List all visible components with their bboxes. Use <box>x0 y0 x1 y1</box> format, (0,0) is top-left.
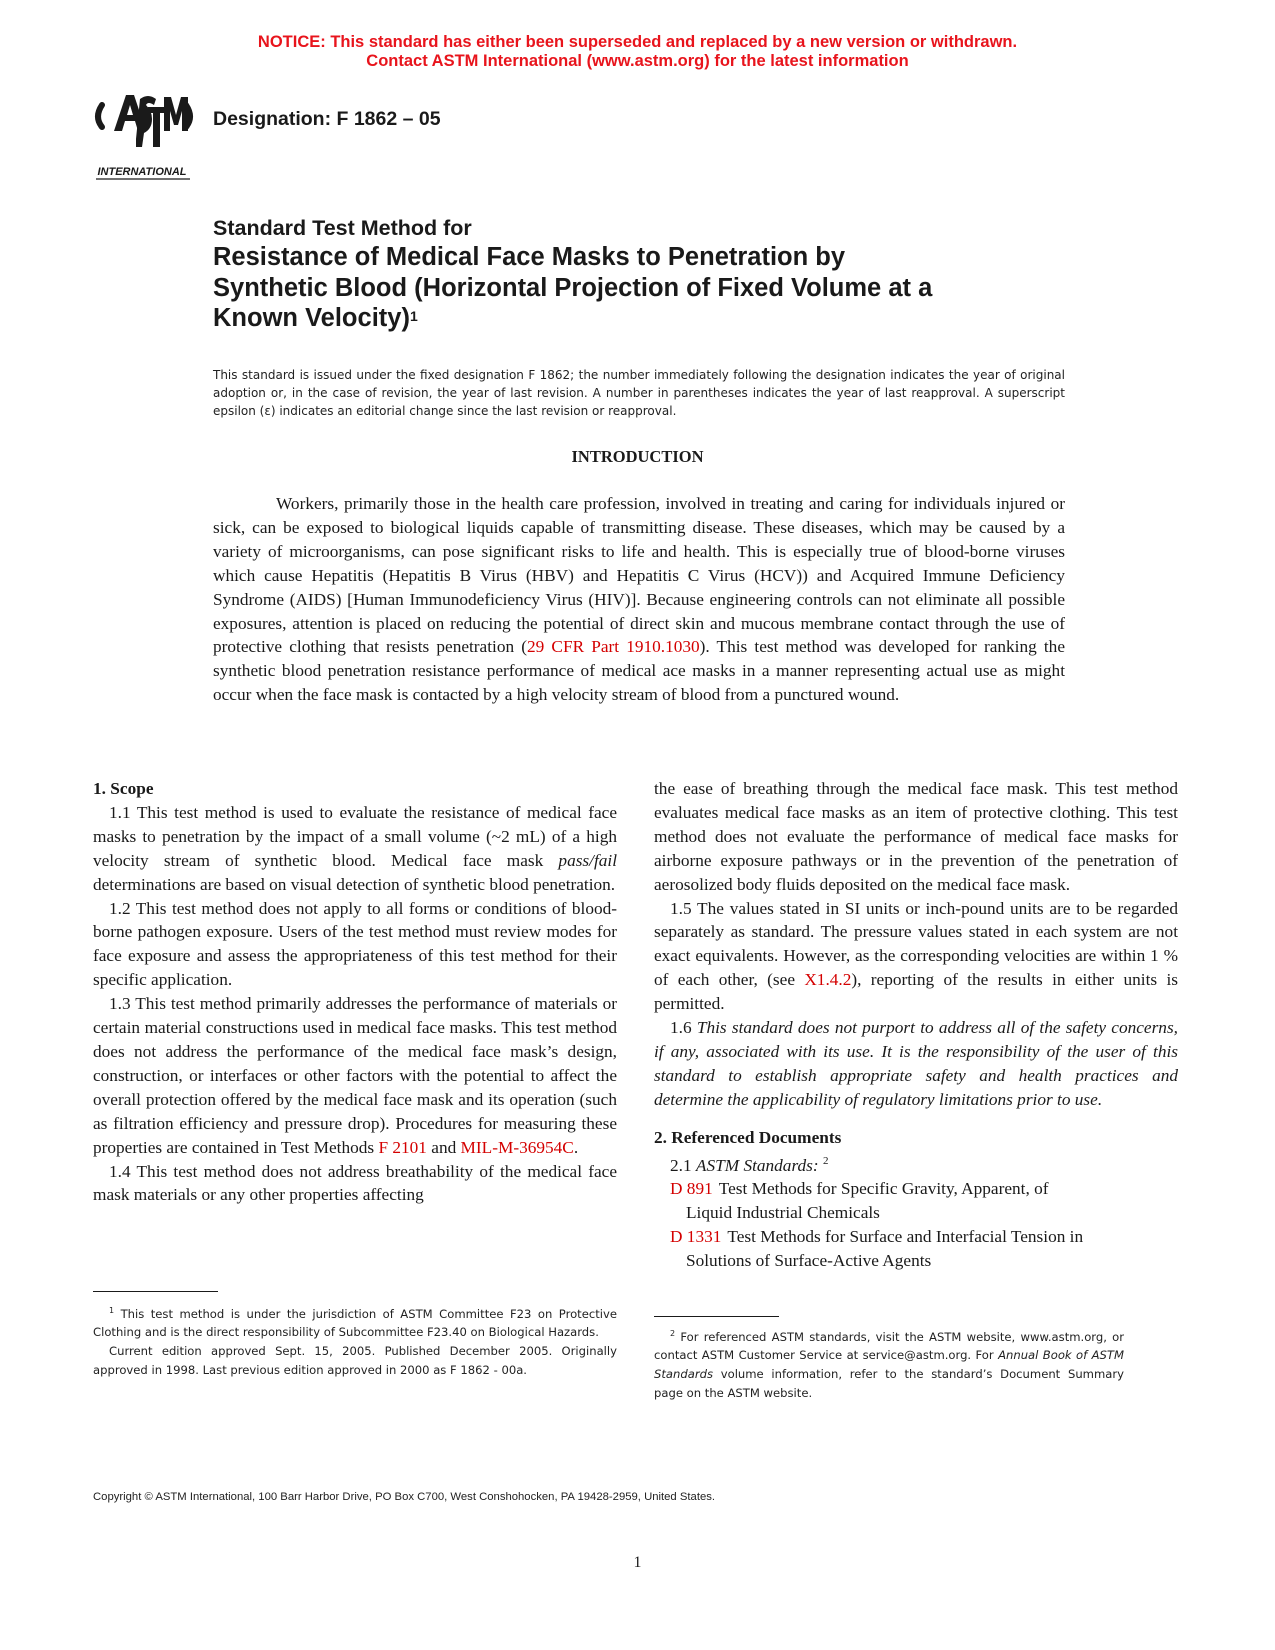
right-column <box>654 777 1178 1273</box>
logo-wordmark: INTERNATIONAL <box>97 166 187 178</box>
document-title <box>213 215 1063 334</box>
section-1-5: 1.5 The values stated in SI units or inch-pound units are to be regarded separately as standard. The pressure values stated in each system are not exact equivalents. However, as the corresponding velocities are within 1 % of each other, (see X1.4.2), reporting of the results in either units is permitted. <box>654 898 1178 1014</box>
f2101-link[interactable]: F 2101 <box>378 1137 427 1157</box>
title-line-3: Synthetic Blood (Horizontal Projection of Fixed Volume at a <box>213 273 933 302</box>
issued-note: This standard is issued under the fixed designation F 1862; the number immediately following the designation indicates the year of original adoption or, in the case of revision, the year of last revision. A number in parentheses indicates the year of last reapproval. A superscript epsilon (ε) indicates an editorial change since the last revision or reapproval. <box>213 368 1065 418</box>
footnote-2: $^2$ For referenced ASTM standards, visit the ASTM website, www.astm.org, or contact ASTM Customer Service at service@astm.org. For Annual Book of ASTM Standards volume information, refer to the standard’s Document Summary page on the ASTM website. <box>654 1329 1125 1400</box>
section-1-3: 1.3 This test method primarily addresses the performance of materials or certain material constructions used in medical face masks. This test method does not address the performance of the medical face mask’s design, construction, or interfaces or other factors with the potential to affect the overall protection offered by the medical face mask and its operation (such as filtration efficiency and pressure drop). Procedures for measuring these properties are contained in Test Methods F 2101 and MIL-M-36954C. <box>93 994 617 1157</box>
astm-logo <box>90 85 200 185</box>
d891-link[interactable]: D 891 <box>670 1179 713 1199</box>
section-2-1: 2.1 ASTM Standards: $^2$ <box>670 1154 829 1175</box>
section-1-6: 1.6 This standard does not purport to address all of the safety concerns, if any, associated with its use. It is the responsibility of the user of this standard to establish appropriate safety and health practices and determine the applicability of regulatory limitations prior to use. <box>654 1018 1178 1109</box>
cfr-link[interactable]: 29 CFR Part 1910.1030 <box>527 637 700 657</box>
copyright: Copyright © ASTM International, 100 Barr Harbor Drive, PO Box C700, West Conshohocken, PA 19428-2959, United States. <box>93 1491 716 1503</box>
notice-line-2: Contact ASTM International (www.astm.org) for the latest information <box>366 52 909 70</box>
footnote-rule-left <box>93 1291 218 1292</box>
notice-line-1: NOTICE: This standard has either been superseded and replaced by a new version or withdrawn. <box>257 33 1018 51</box>
introduction-heading: INTRODUCTION <box>571 447 704 466</box>
designation: Designation: F 1862 – 05 <box>213 108 441 130</box>
section-1-2: 1.2 This test method does not apply to all forms or conditions of blood-borne pathogen exposure. Users of the test method must review modes for face exposure and assess the appropriateness of this test method for their specific application. <box>93 898 617 990</box>
introduction-text: Workers, primarily those in the health care profession, involved in treating and caring for individuals injured or sick, can be exposed to biological liquids capable of transmitting disease. These diseases, which may be caused by a variety of microorganisms, can pose significant risks to life and health. This is especially true of blood-borne viruses which cause Hepatitis (Hepatitis B Virus (HBV) and Hepatitis C Virus (HCV)) and Acquired Immune Deficiency Syndrome (AIDS) [Human Immunodeficiency Virus (HIV)]. Because engineering controls can not eliminate all possible exposures, attention is placed on reducing the potential of direct skin and mucous membrane contact through the use of protective clothing that resists penetration (29 CFR Part 1910.1030). This test method was developed for ranking the synthetic blood penetration resistance performance of medical ace masks in a manner representing actual use as might occur when the face mask is contacted by a high velocity stream of blood from a punctured wound. <box>213 494 1065 705</box>
title-footnote-mark[interactable]: 1 <box>409 308 418 324</box>
x1-4-2-link[interactable]: X1.4.2 <box>804 970 852 990</box>
title-line-1: Standard Test Method for <box>213 216 472 240</box>
title-line-2: Resistance of Medical Face Masks to Penetration by <box>213 243 846 271</box>
section-1-1: 1.1 This test method is used to evaluate the resistance of medical face masks to penetration by the impact of a small volume (~2 mL) of a high velocity stream of synthetic blood. Medical face mask pass/fail determinations are based on visual detection of synthetic blood penetration. <box>93 802 617 894</box>
scope-heading: 1. Scope <box>93 779 154 798</box>
footnote-rule-right <box>654 1316 779 1317</box>
withdrawn-notice <box>0 33 1275 71</box>
title-line-4: Known Velocity) <box>213 304 410 332</box>
section-1-4: 1.4 This test method does not address breathability of the medical face mask materials or any other properties affecting <box>93 1161 617 1205</box>
d1331-link[interactable]: D 1331 <box>670 1227 722 1247</box>
mil-m-36954c-link[interactable]: MIL-M-36954C <box>460 1137 574 1157</box>
left-column <box>93 777 617 1207</box>
referenced-documents-heading: 2. Referenced Documents <box>654 1127 842 1147</box>
section-1-4-continued: the ease of breathing through the medical face mask. This test method evaluates medical face masks as an item of protective clothing. This test method does not evaluate the performance of medical face masks for airborne exposure pathways or in the prevention of the penetration of aerosolized body fluids deposited on the medical face mask. <box>654 779 1178 894</box>
footnote-1: $^1$ This test method is under the jurisdiction of ASTM Committee F23 on Protective Clothing and is the direct responsibility of Subcommittee F23.40 on Biological Hazards. Current edition approved Sept. 15, 2005. Published December 2005. Originally approved in 1998. Last previous edition approved in 2000 as F 1862 - 00a. <box>93 1306 617 1377</box>
ref-doc-d1331: D 1331 Test Methods for Surface and Interfacial Tension in Solutions of Surface-Active Agents <box>670 1227 1084 1270</box>
ref-doc-d891: D 891 Test Methods for Specific Gravity, Apparent, of Liquid Industrial Chemicals <box>670 1179 1049 1223</box>
page-number: 1 <box>633 1554 642 1571</box>
